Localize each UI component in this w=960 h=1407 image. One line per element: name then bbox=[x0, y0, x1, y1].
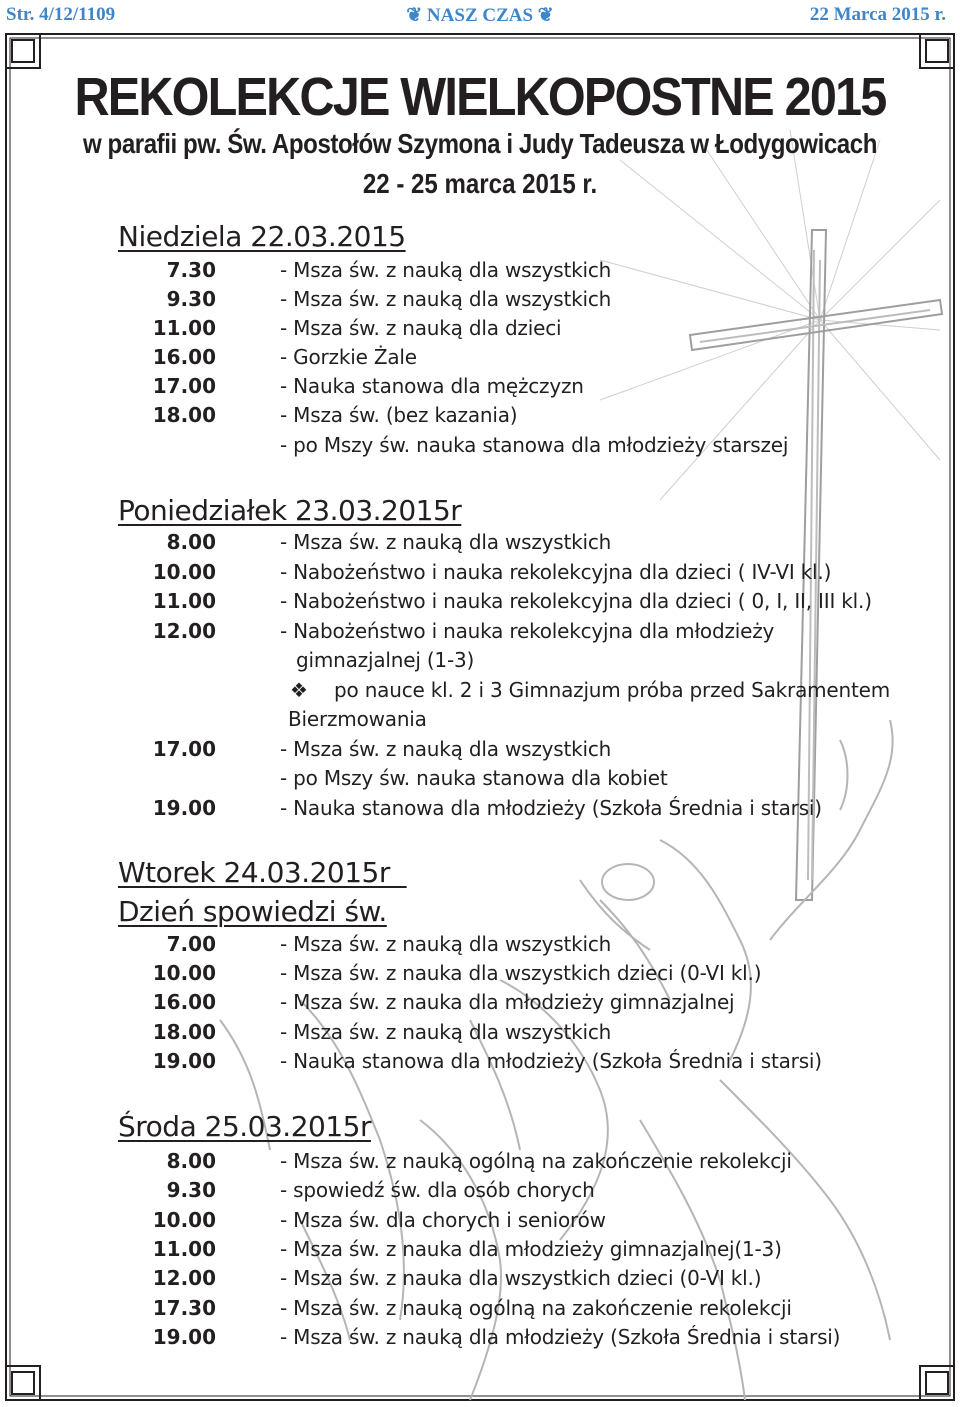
time: 8.00 bbox=[166, 1149, 216, 1173]
day-heading-sunday: Niedziela 22.03.2015 bbox=[118, 220, 406, 253]
description: - Nauka stanowa dla młodzieży (Szkoła Średnia i starsi) bbox=[280, 1049, 822, 1073]
description: - Nauka stanowa dla młodzieży (Szkoła Średnia i starsi) bbox=[280, 796, 822, 820]
day-heading-wednesday: Środa 25.03.2015r bbox=[118, 1110, 371, 1143]
time: 11.00 bbox=[152, 316, 216, 340]
time: 7.00 bbox=[166, 932, 216, 956]
description: - Msza św. z nauką ogólną na zakończenie rekolekcji bbox=[280, 1296, 792, 1320]
description: - po Mszy św. nauka stanowa dla kobiet bbox=[280, 766, 668, 790]
description: - Msza św. z nauką dla dzieci bbox=[280, 316, 562, 340]
diamond-bullet-icon: ❖ bbox=[290, 678, 308, 702]
description: - Msza św. z nauką dla wszystkich bbox=[280, 1020, 612, 1044]
time: 17.00 bbox=[152, 737, 216, 761]
time: 8.00 bbox=[166, 530, 216, 554]
time: 9.30 bbox=[166, 1178, 216, 1202]
description: - Msza św. dla chorych i seniorów bbox=[280, 1208, 606, 1232]
time: 19.00 bbox=[152, 1325, 216, 1349]
day-heading-tuesday: Wtorek 24.03.2015r bbox=[118, 856, 407, 889]
description: - Msza św. z nauką dla młodzieży (Szkoła Średnia i starsi) bbox=[280, 1325, 841, 1349]
date-range: 22 - 25 marca 2015 r. bbox=[362, 168, 598, 199]
description: - spowiedź św. dla osób chorych bbox=[280, 1178, 595, 1202]
time: 11.00 bbox=[152, 589, 216, 613]
description: - Msza św. z nauka dla wszystkich dzieci (0-VI kl.) bbox=[280, 1266, 762, 1290]
description: gimnazjalnej (1-3) bbox=[296, 648, 475, 672]
time: 16.00 bbox=[152, 345, 216, 369]
time: 10.00 bbox=[152, 1208, 216, 1232]
description: - Msza św. z nauką dla wszystkich bbox=[280, 258, 612, 282]
description: po nauce kl. 2 i 3 Gimnazjum próba przed Sakramentem bbox=[334, 678, 891, 702]
time: 9.30 bbox=[166, 287, 216, 311]
description: - Nauka stanowa dla mężczyzn bbox=[280, 374, 584, 398]
time: 19.00 bbox=[152, 796, 216, 820]
page-number: Str. 4/12/1109 bbox=[6, 4, 116, 25]
issue-date: 22 Marca 2015 r. bbox=[809, 4, 946, 25]
time: 11.00 bbox=[152, 1237, 216, 1261]
description: - Msza św. z nauką dla wszystkich bbox=[280, 932, 612, 956]
time: 12.00 bbox=[152, 619, 216, 643]
description: - Msza św. z nauką dla wszystkich bbox=[280, 530, 612, 554]
time: 18.00 bbox=[152, 403, 216, 427]
day-heading-monday: Poniedziałek 23.03.2015r bbox=[118, 494, 462, 527]
description: - po Mszy św. nauka stanowa dla młodzieży starszej bbox=[280, 433, 789, 457]
time: 7.30 bbox=[166, 258, 216, 282]
description: - Nabożeństwo i nauka rekolekcyjna dla młodzieży bbox=[280, 619, 775, 643]
description: - Msza św. z nauką dla wszystkich bbox=[280, 287, 612, 311]
time: 10.00 bbox=[152, 961, 216, 985]
description: - Nabożeństwo i nauka rekolekcyjna dla dzieci ( 0, I, II, III kl.) bbox=[280, 589, 872, 613]
description: - Msza św. z nauka dla wszystkich dzieci (0-VI kl.) bbox=[280, 961, 762, 985]
description: - Msza św. z nauka dla młodzieży gimnazjalnej(1-3) bbox=[280, 1237, 782, 1261]
magazine-name: ❦ NASZ CZAS ❦ bbox=[406, 5, 554, 26]
description: - Nabożeństwo i nauka rekolekcyjna dla dzieci ( IV-VI kl.) bbox=[280, 560, 832, 584]
description: - Msza św. z nauką ogólną na zakończenie rekolekcji bbox=[280, 1149, 792, 1173]
time: 12.00 bbox=[152, 1266, 216, 1290]
time: 17.30 bbox=[152, 1296, 216, 1320]
time: 17.00 bbox=[152, 374, 216, 398]
description: - Gorzkie Żale bbox=[280, 345, 417, 369]
description: Bierzmowania bbox=[288, 707, 427, 731]
description: - Msza św. z nauką dla wszystkich bbox=[280, 737, 612, 761]
time: 16.00 bbox=[152, 990, 216, 1014]
parish-subtitle: w parafii pw. Św. Apostołów Szymona i Judy Tadeusza w Łodygowicach bbox=[82, 128, 878, 159]
description: - Msza św. z nauka dla młodzieży gimnazjalnej bbox=[280, 990, 735, 1014]
main-title: REKOLEKCJE WIELKOPOSTNE 2015 bbox=[74, 67, 886, 127]
time: 18.00 bbox=[152, 1020, 216, 1044]
description: - Msza św. (bez kazania) bbox=[280, 403, 518, 427]
time: 19.00 bbox=[152, 1049, 216, 1073]
day-subheading-confession: Dzień spowiedzi św. bbox=[118, 895, 387, 928]
time: 10.00 bbox=[152, 560, 216, 584]
